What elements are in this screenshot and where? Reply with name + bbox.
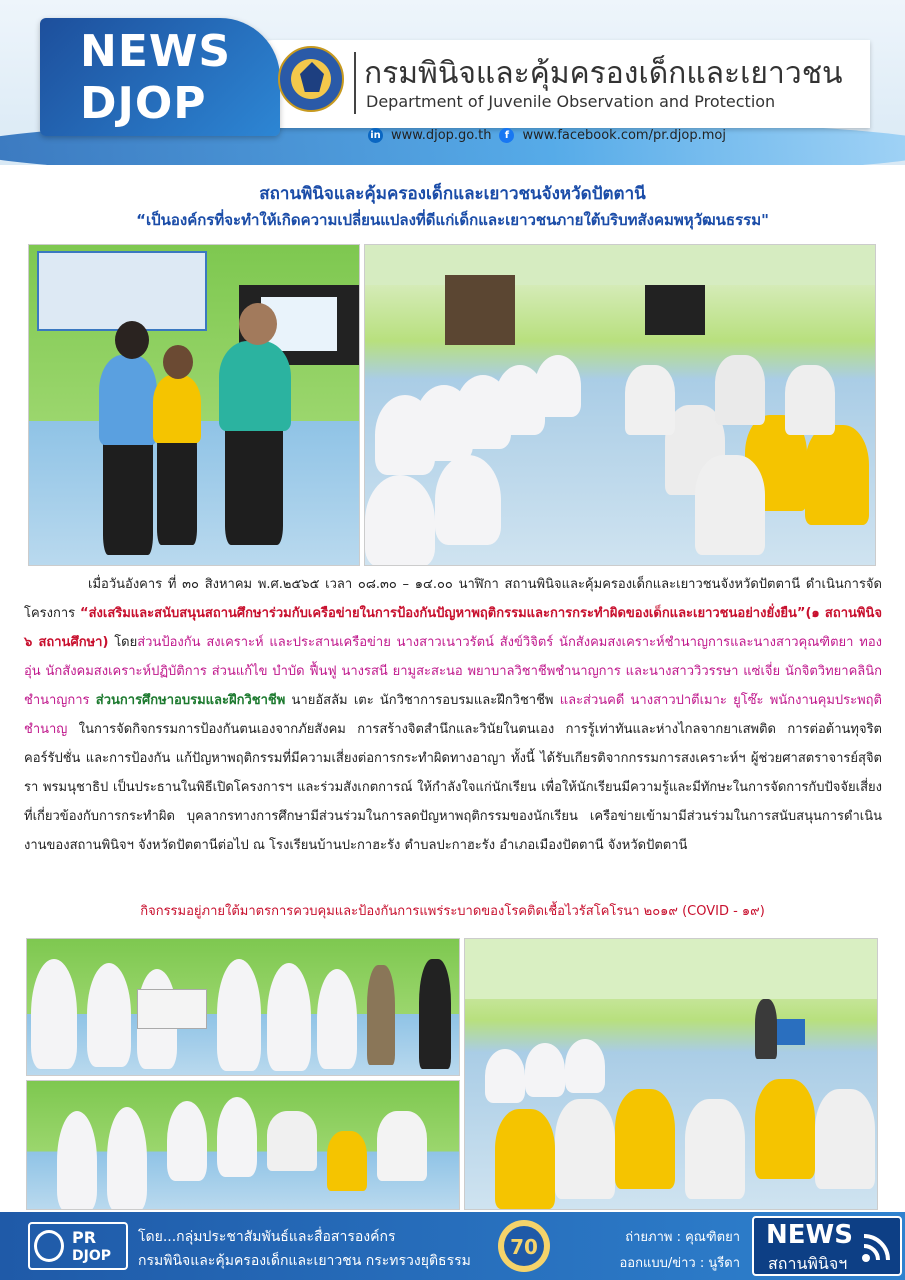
news-logo-text: NEWS (766, 1220, 853, 1250)
linkedin-icon: in (368, 128, 383, 143)
news-logo-subtext: สถานพินิจฯ (768, 1254, 848, 1273)
photo-seated-students (464, 938, 878, 1210)
news-djop-badge (40, 18, 280, 136)
credit-ministry: กรมพินิจและคุ้มครองเด็กและเยาวชน กระทรวงยุติธรรม (138, 1253, 471, 1269)
pr-djop-logo (28, 1222, 128, 1270)
photo-students-hall (364, 244, 876, 566)
document-subtitle: “เป็นองค์กรที่จะทำให้เกิดความเปลี่ยนแปลงที่ดีแก่เด็กและเยาวชนภายใต้บริบทสังคมพหุวัฒนธรรม" (136, 211, 769, 229)
article-body (24, 570, 882, 860)
project-name: “ส่งเสริมและสนับสนุนสถานศึกษาร่วมกับเครือข่ายในการป้องกันปัญหาพฤติกรรมและการกระทำผิดของเด็กและเยาวชนอย่างยั่งยืน”(๑ สถานพินิจ ๖ สถานศึกษา) (24, 606, 882, 650)
document-title: สถานพินิจและคุ้มครองเด็กและเยาวชนจังหวัดปัตตานี (259, 184, 646, 204)
body-by: โดย (108, 635, 138, 650)
staff-education-officer: นายอัสลัม เตะ นักวิชาการอบรมและฝึกวิชาชีพ (285, 693, 560, 708)
djop-logo-text: DJOP (72, 1248, 111, 1264)
department-seal-logo (278, 46, 344, 112)
pr-logo-text: PR (72, 1228, 97, 1247)
page-footer (0, 1212, 905, 1280)
org-name-english: Department of Juvenile Observation and Protection (366, 92, 776, 111)
staff-case-dept: และส่วนคดี นางสาวปาตีเมาะ ยูโซ๊ะ พนักงานคุมประพฤติชำนาญ (24, 693, 882, 737)
facebook-link[interactable]: www.facebook.com/pr.djop.moj (522, 128, 726, 143)
photo-opening-ceremony (28, 244, 360, 566)
org-name-thai: กรมพินิจและคุ้มครองเด็กและเยาวชน (364, 56, 843, 91)
photo-group-activity (26, 938, 460, 1076)
social-links (368, 128, 726, 143)
anniversary-70-emblem (492, 1218, 556, 1274)
facebook-icon: f (499, 128, 514, 143)
staff-education-dept: ส่วนการศึกษาอบรมและฝึกวิชาชีพ (95, 693, 286, 708)
badge-news-text: NEWS (80, 26, 232, 77)
header-divider (354, 52, 356, 114)
svg-text:70: 70 (510, 1235, 538, 1259)
body-intro: เมื่อวันอังคาร ที่ ๓๐ สิงหาคม พ.ศ.๒๕๖๕ เวลา ๐๘.๓๐ – ๑๔.๐๐ นาฬิกา สถานพินิจและคุ้มครองเด็กและเยาวชนจังหวัดปัตตานี ดำเนินการจัดโครงการ (24, 577, 882, 621)
photo-small-group (26, 1080, 460, 1210)
camera-icon (34, 1230, 64, 1262)
credit-division: โดย...กลุ่มประชาสัมพันธ์และสื่อสารองค์กร (138, 1229, 396, 1245)
news-sathanpinit-logo (752, 1216, 902, 1276)
website-link[interactable]: www.djop.go.th (391, 128, 492, 143)
body-activities: ในการจัดกิจกรรมการป้องกันตนเองจากภัยสังคม การสร้างจิตสำนึกและวินัยในตนเอง การรู้เท่าทันและห่างไกลจากยาเสพติด การต่อต้านทุจริตคอร์รัปชั่น และการป้องกัน แก้ปัญหาพฤติกรรมที่มีความเสี่ยงต่อการกระทำผิดทางอาญา ทั้งนี้ ได้รับเกียรติจากกรรมการสงเคราะห์ฯ ผู้ช่วยศาสตราจารย์สุจิตรา พรมนุชาธิป เป็นประธานในพิธีเปิดโครงการฯ และร่วมสังเกตการณ์ ให้กำลังใจแก่นักเรียน เพื่อให้นักเรียนมีความรู้และมีทักษะในการจัดการกับปัจจัยเสี่ยงที่เกี่ยวข้องกับการกระทำผิด บุคลากรทางการศึกษามีส่วนร่วมในการลดปัญหาพฤติกรรมของนักเรียน เครือข่ายเข้ามามีส่วนร่วมในการสนับสนุนการดำเนินงานของสถานพินิจฯ จังหวัดปัตตานีต่อไป ณ โรงเรียนบ้านปะกาฮะรัง ตำบลปะกาฮะรัง อำเภอเมืองปัตตานี จังหวัดปัตตานี (24, 722, 882, 853)
covid-measures-note: กิจกรรมอยู่ภายใต้มาตรการควบคุมและป้องกันการแพร่ระบาดของโรคติดเชื้อไวรัสโคโรนา ๒๐๑๙ (COVID - ๑๙) (140, 904, 765, 919)
badge-djop-text: DJOP (80, 78, 207, 129)
design-credit: ออกแบบ/ข่าว : นูรีดา (619, 1256, 740, 1271)
photo-credit: ถ่ายภาพ : คุณฑิตยา (625, 1230, 740, 1245)
staff-prevention-rehab: ส่วนป้องกัน สงเคราะห์ และประสานเครือข่าย นางสาวเนาวรัตน์ สังข์วิจิตร์ นักสังคมสงเคราะห์ชำนาญการและนางสาวคุณฑิตยา ทองอุ่น นักสังคมสงเคราะห์ปฏิบัติการ ส่วนแก้ไข บำบัด ฟื้นฟู นางรสนี ยามูสะสะนอ พยาบาลวิชาชีพชำนาญการ และนางสาววิวรรษา แซ่เจี่ย นักจิตวิทยาคลินิกชำนาญการ (24, 635, 882, 708)
page-header (0, 0, 905, 165)
broadcast-icon (860, 1232, 892, 1264)
